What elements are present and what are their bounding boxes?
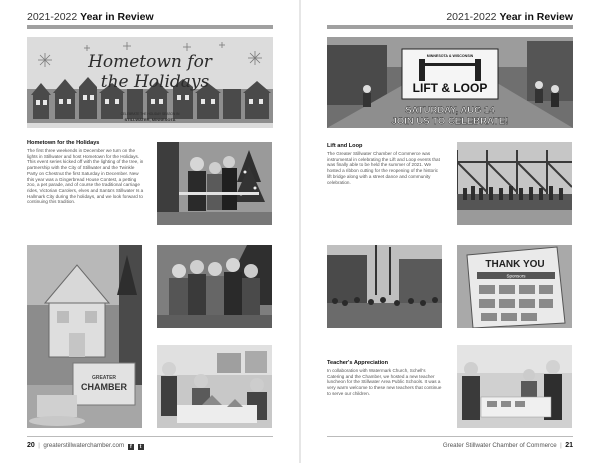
left-footer-rule [27, 436, 273, 437]
page-number-left: 20 [27, 442, 35, 449]
section-title-hometown: Hometown for the Holidays [27, 140, 100, 146]
right-footer-rule [327, 436, 573, 437]
header-rule [27, 25, 273, 29]
section-body-hometown: The first three weekends in December we turn on the lights in Stillwater and host Hometown for the Holidays. This event series kicked off with the lighting of the tree, in partnership with the City of Stillwater and the Twinkle Party on Chestnut the first Saturday in December. New this year was a Gingerbread House Contest, a petting zoo, a pet parade, and of course the traditional carriage rides, Victorian Carolers, elves and Santa's Stillwater Is a Hallmark City during the holidays, and we look forward to continuing this tradition. [27, 148, 144, 205]
facebook-icon[interactable]: f [128, 444, 134, 450]
photo-gingerbread-contest [157, 345, 272, 428]
svg-text:GREATER: GREATER [91, 375, 117, 381]
section-title-teachers: Teacher's Appreciation [327, 360, 389, 366]
lift-loop-date: SATURDAY, AUG 14 [405, 105, 495, 116]
banner-title-line2: the Holidays [100, 72, 210, 92]
footer-separator: | [560, 442, 562, 449]
left-footer: 20 | greaterstillwaterchamber.com f t [27, 442, 144, 450]
header-year: 2021-2022 [446, 11, 497, 23]
footer-organization: Greater Stillwater Chamber of Commerce [442, 442, 557, 449]
photo-bridge-crowd [457, 142, 572, 225]
right-footer [443, 442, 573, 449]
header-rule [327, 25, 573, 29]
lift-loop-logo-top: MINNESOTA & WISCONSIN [426, 54, 474, 58]
page-number-right: 21 [565, 442, 573, 449]
lift-and-loop-banner [327, 37, 573, 128]
thank-you-subtitle: Sponsors [506, 273, 526, 279]
header-title: Year in Review [499, 11, 573, 23]
section-body-teachers: In collaboration with Watermark Church, Schell's Catering and the Chamber, we hosted a new teacher luncheon for the Stillwater Area Public Schools. It was a very warm welcome to these new teachers that continue to serve our children. [327, 368, 442, 396]
photo-thank-you-sign [457, 245, 572, 328]
header-year: 2021-2022 [27, 11, 78, 23]
photo-teacher-luncheon [457, 345, 572, 428]
svg-text:CHAMBER: CHAMBER [81, 382, 127, 392]
header-title: Year in Review [80, 11, 154, 23]
twitter-icon[interactable]: t [138, 444, 144, 450]
right-page [300, 0, 600, 463]
hometown-holidays-banner [27, 37, 273, 128]
banner-title-line1: Hometown for [88, 52, 212, 72]
thank-you-title: THANK YOU [485, 259, 545, 270]
section-body-lift-loop: The Greater Stillwater Chamber of Commerce was instrumental in celebrating the Lift and Loop events that was finally able to be held the summer of 2021. We hosted a ribbon cutting for the reopening of the historic lift bridge along with a street dance and community celebration. [327, 151, 440, 185]
lift-loop-cta: JOIN US TO CELEBRATE! [391, 116, 509, 127]
footer-website-link[interactable]: greaterstillwaterchamber.com [43, 442, 125, 449]
lift-loop-logo-main: LIFT & LOOP [412, 81, 488, 95]
banner-small-line2: STILLWATER, MINNESOTA [124, 117, 176, 122]
left-page-header [27, 11, 154, 23]
photo-ice-sculpture [27, 245, 142, 428]
photo-group-ribbon [157, 142, 272, 225]
banner-small-line1: CELEBRATE THE HOLIDAY SEASON IN [120, 112, 180, 116]
photo-group-tree [157, 245, 272, 328]
right-page-header [446, 11, 573, 23]
section-title-lift-loop: Lift and Loop [327, 143, 363, 149]
photo-street-dance [327, 245, 442, 328]
